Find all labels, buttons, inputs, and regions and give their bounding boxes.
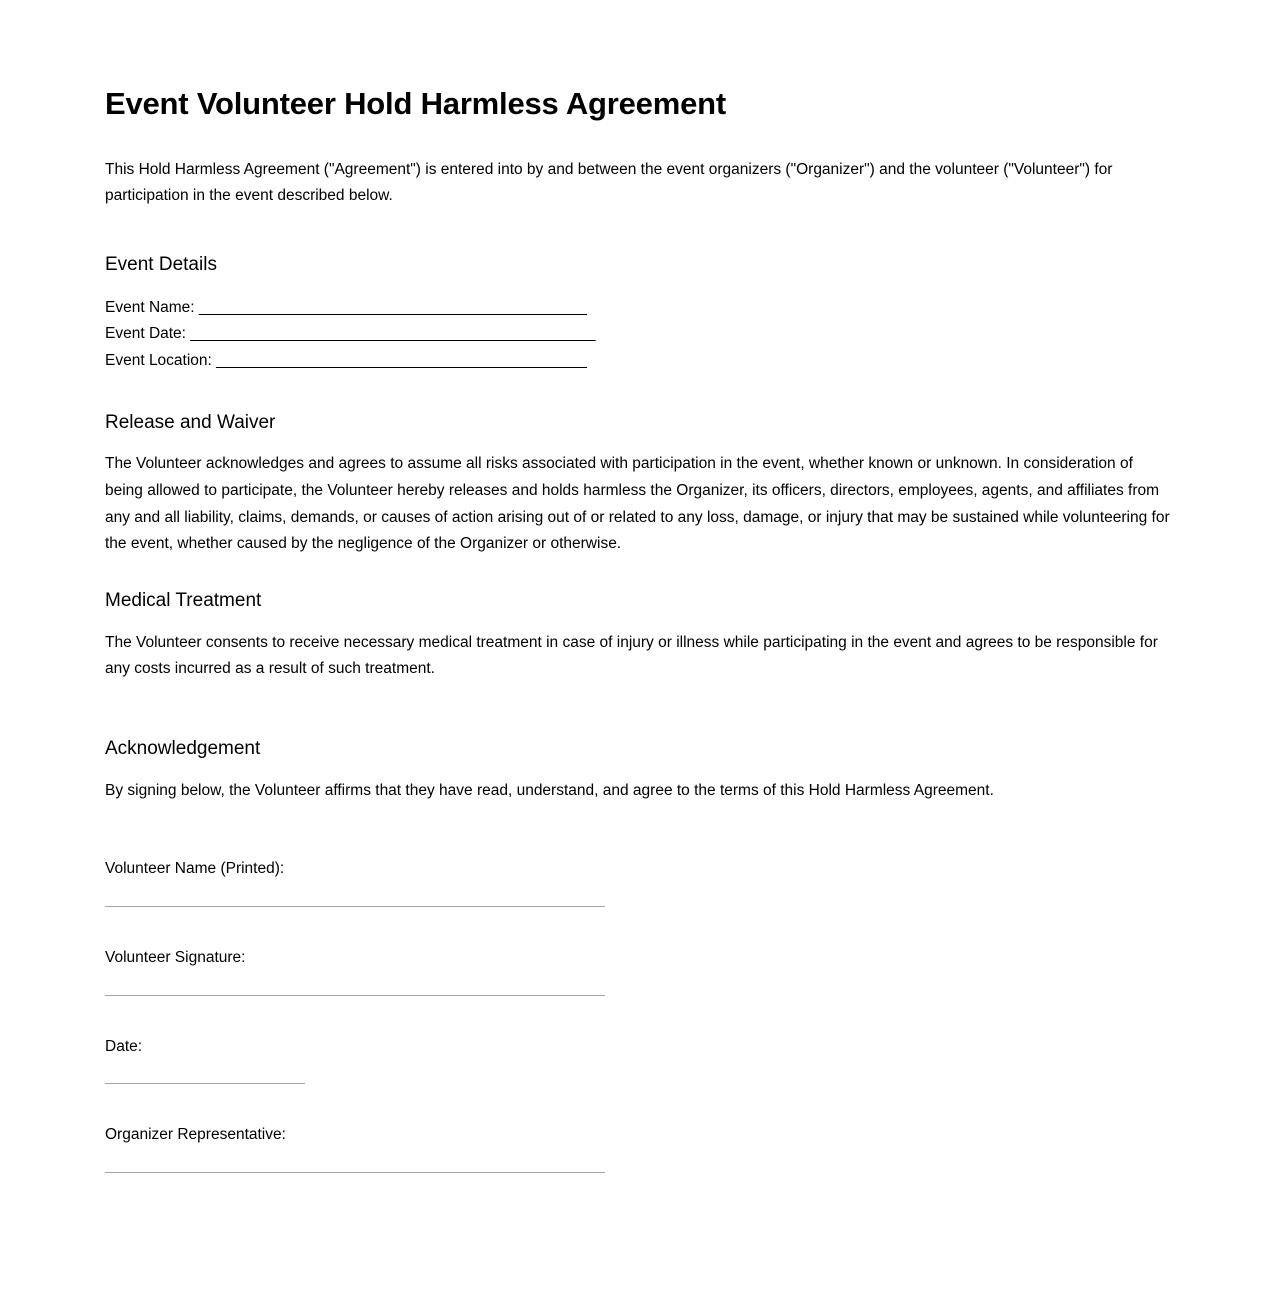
- section-heading-release-and-waiver: Release and Waiver: [105, 411, 276, 433]
- field-rule-event-name[interactable]: _____________________________________________: [194, 298, 587, 316]
- section-release-and-waiver: [105, 411, 1175, 558]
- field-label-event-name: Event Name:: [105, 298, 195, 316]
- signature-line-organizer-representative[interactable]: [105, 1172, 605, 1173]
- signature-line-volunteer-signature[interactable]: [105, 995, 605, 996]
- field-label-event-location: Event Location:: [105, 351, 212, 369]
- field-label-event-date: Event Date:: [105, 325, 186, 343]
- signature-label-volunteer-signature: Volunteer Signature:: [105, 948, 246, 966]
- signature-field-volunteer-name: [105, 856, 1175, 907]
- page-title: Event Volunteer Hold Harmless Agreement: [105, 86, 726, 121]
- acknowledgement-paragraph: By signing below, the Volunteer affirms that they have read, understand, and agree to the terms of this Hold Harmless Agreement.: [105, 781, 994, 799]
- section-event-details: [105, 253, 1175, 375]
- signature-line-volunteer-name[interactable]: [105, 906, 605, 907]
- field-row-event-location: [105, 348, 1175, 375]
- signature-line-date[interactable]: [105, 1083, 305, 1084]
- section-medical-treatment: [105, 589, 1175, 683]
- release-paragraph: The Volunteer acknowledges and agrees to assume all risks associated with participation in the event, whether known or unknown. In consideration of being allowed to participate, the Volunteer hereby releases and holds harmless the Organizer, its officers, directors, employees, agents, and affiliates from any and all liability, claims, demands, or causes of action arising out of or related to any loss, damage, or injury that may be sustained while volunteering for the event, whether caused by the negligence of the Organizer or otherwise.: [105, 455, 1170, 553]
- signature-block: [105, 851, 1175, 1173]
- signature-field-volunteer-signature: [105, 945, 1175, 996]
- signature-label-volunteer-name: Volunteer Name (Printed):: [105, 860, 285, 878]
- event-details-fields: [105, 295, 1175, 375]
- section-heading-acknowledgement: Acknowledgement: [105, 737, 261, 759]
- signature-label-organizer-representative: Organizer Representative:: [105, 1126, 286, 1144]
- field-rule-event-date[interactable]: _______________________________________________: [186, 325, 596, 343]
- field-row-event-name: [105, 295, 1175, 322]
- field-row-event-date: [105, 321, 1175, 348]
- intro-paragraph: This Hold Harmless Agreement ("Agreement") is entered into by and between the event organizers ("Organizer") and the volunteer ("Volunteer") for participation in the event described below.: [105, 160, 1113, 205]
- signature-label-date: Date:: [105, 1037, 143, 1055]
- signature-field-organizer-representative: [105, 1122, 1175, 1173]
- medical-treatment-paragraph: The Volunteer consents to receive necessary medical treatment in case of injury or illness while participating in the event and agrees to be responsible for any costs incurred as a result of such treatment.: [105, 633, 1158, 678]
- section-heading-medical-treatment: Medical Treatment: [105, 589, 262, 611]
- signature-field-date: [105, 1034, 1175, 1085]
- section-acknowledgement: [105, 737, 1175, 804]
- field-rule-event-location[interactable]: ___________________________________________: [211, 351, 587, 369]
- section-heading-event-details: Event Details: [105, 253, 217, 275]
